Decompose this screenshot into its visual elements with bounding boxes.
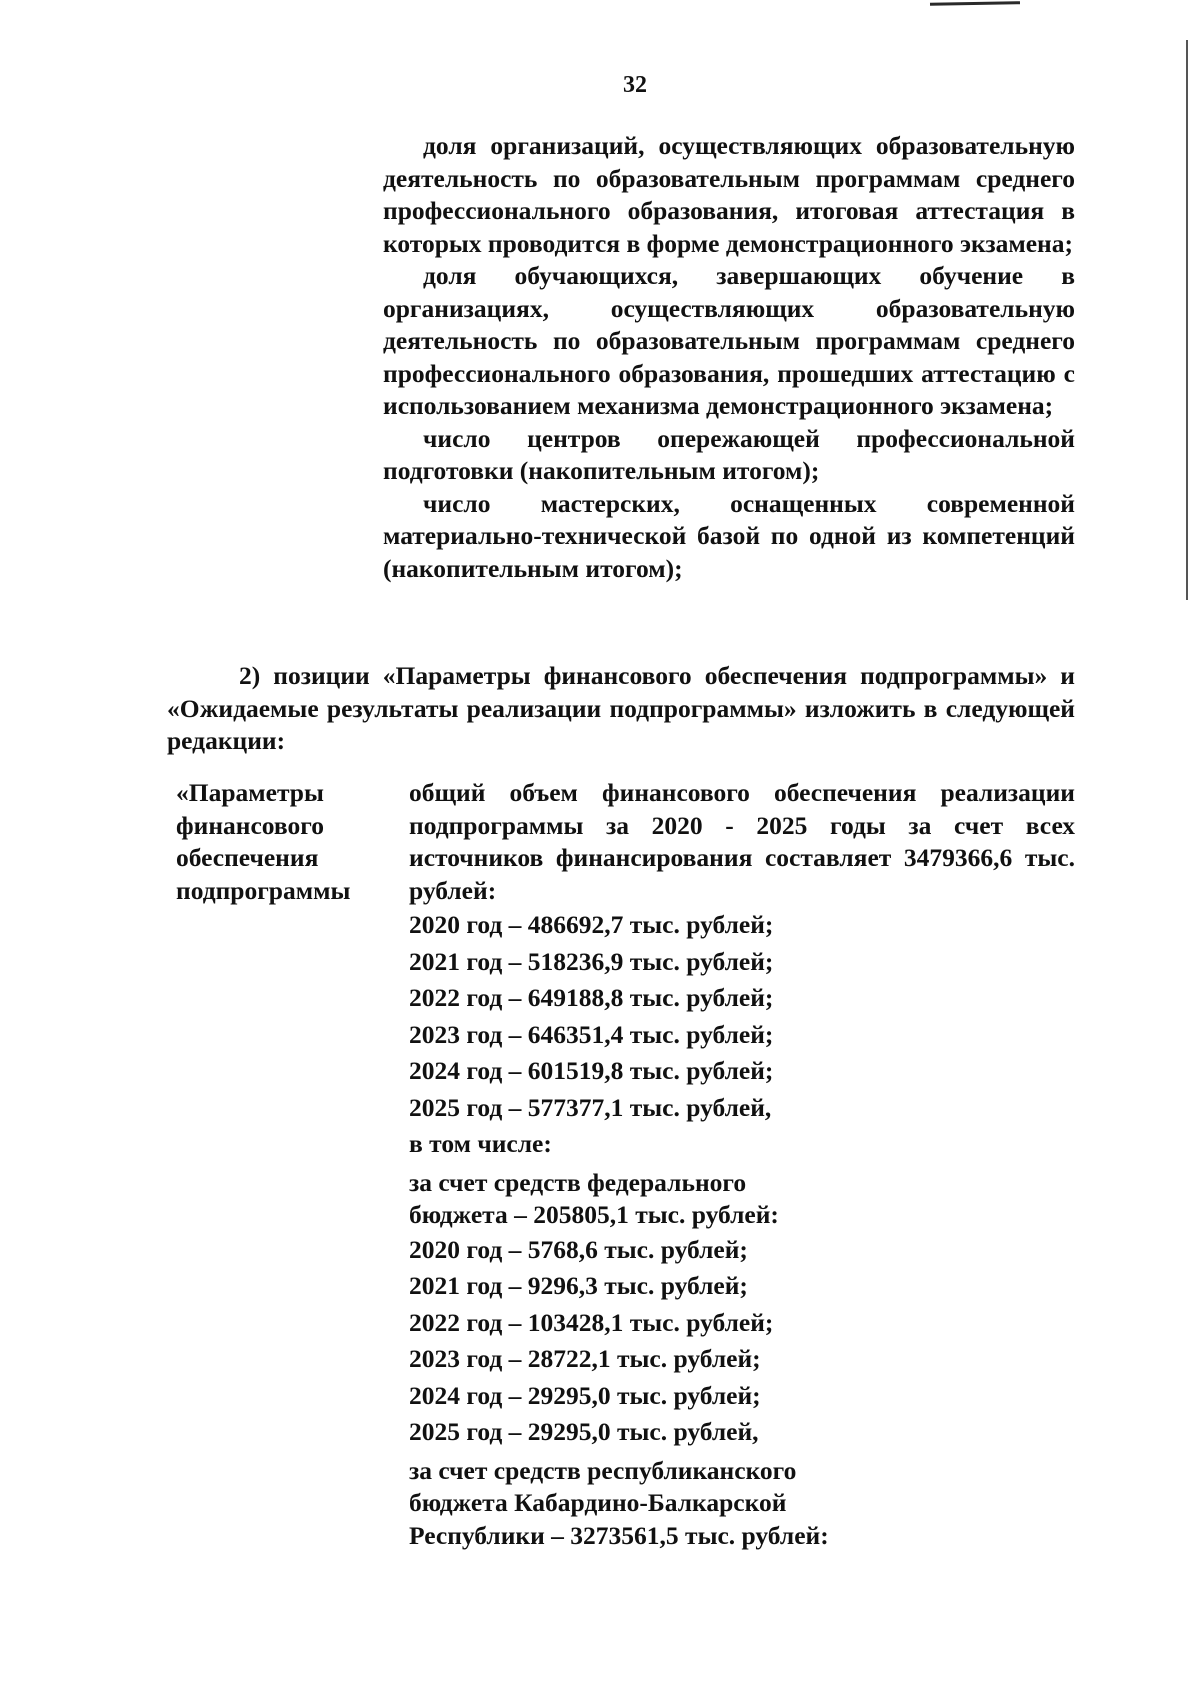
amendment-text: 2) позиции «Параметры финансового обеспечения подпрограммы» и «Ожидаемые результаты реализации подпрограммы» изложить в следующей редакции: (167, 661, 1075, 755)
indicator-list (383, 130, 1075, 585)
federal-heading-line: за счет средств федерального (409, 1167, 747, 1197)
parameter-label-line: финансового (176, 810, 324, 840)
total-funding-intro: общий объем финансового обеспечения реализации подпрограммы за 2020 - 2025 годы за счет всех источников финансирования составляет 3479366,6 тыс. рублей: (409, 778, 1075, 905)
scan-artifact-right-edge (1186, 40, 1188, 600)
total-year-line: 2022 год – 649188,8 тыс. рублей; (409, 983, 774, 1012)
federal-year-line: 2021 год – 9296,3 тыс. рублей; (409, 1271, 748, 1300)
federal-year-line: 2022 год – 103428,1 тыс. рублей; (409, 1307, 774, 1337)
including-label: в том числе: (409, 1129, 552, 1158)
total-year-line: 2020 год – 486692,7 тыс. рублей; (409, 910, 774, 939)
total-year-line: 2021 год – 518236,9 тыс. рублей; (409, 946, 774, 976)
page-number: 32 (623, 72, 647, 98)
parameter-label (176, 777, 376, 907)
parameter-label-line: подпрограммы (176, 875, 351, 905)
republic-heading-line: за счет средств республиканского (409, 1455, 797, 1485)
federal-year-line: 2020 год – 5768,6 тыс. рублей; (409, 1234, 748, 1264)
total-year-line: 2024 год – 601519,8 тыс. рублей; (409, 1056, 774, 1085)
federal-heading-line: бюджета – 205805,1 тыс. рублей: (409, 1200, 779, 1229)
total-year-line: 2025 год – 577377,1 тыс. рублей, (409, 1092, 772, 1122)
total-year-line: 2023 год – 646351,4 тыс. рублей; (409, 1019, 774, 1049)
amendment-paragraph (167, 660, 1075, 758)
federal-year-line: 2023 год – 28722,1 тыс. рублей; (409, 1344, 761, 1373)
federal-year-line: 2025 год – 29295,0 тыс. рублей, (409, 1417, 759, 1446)
parameter-value (409, 777, 1075, 1552)
list-item: доля обучающихся, завершающих обучение в организациях, осуществляющих образовательную деятельность по образовательным программам среднего профессионального образования, прошедших аттестацию с использованием механизма демонстрационного экзамена; (383, 261, 1075, 420)
parameter-label-line: обеспечения (176, 843, 319, 872)
parameter-label-line: «Параметры (176, 778, 324, 807)
list-item: доля организаций, осуществляющих образовательную деятельность по образовательным программам среднего профессионального образования, итоговая аттестация в которых проводится в форме демонстрационного экзамена; (383, 131, 1075, 258)
federal-year-line: 2024 год – 29295,0 тыс. рублей; (409, 1380, 761, 1410)
republic-heading-line: бюджета Кабардино-Балкарской (409, 1488, 787, 1517)
list-item: число центров опережающей профессиональной подготовки (накопительным итогом); (383, 423, 1075, 485)
republic-heading-line: Республики – 3273561,5 тыс. рублей: (409, 1520, 829, 1550)
scan-artifact-top-right (930, 1, 1020, 6)
list-item: число мастерских, оснащенных современной материально-технической базой по одной из компетенций (накопительным итогом); (383, 488, 1075, 583)
